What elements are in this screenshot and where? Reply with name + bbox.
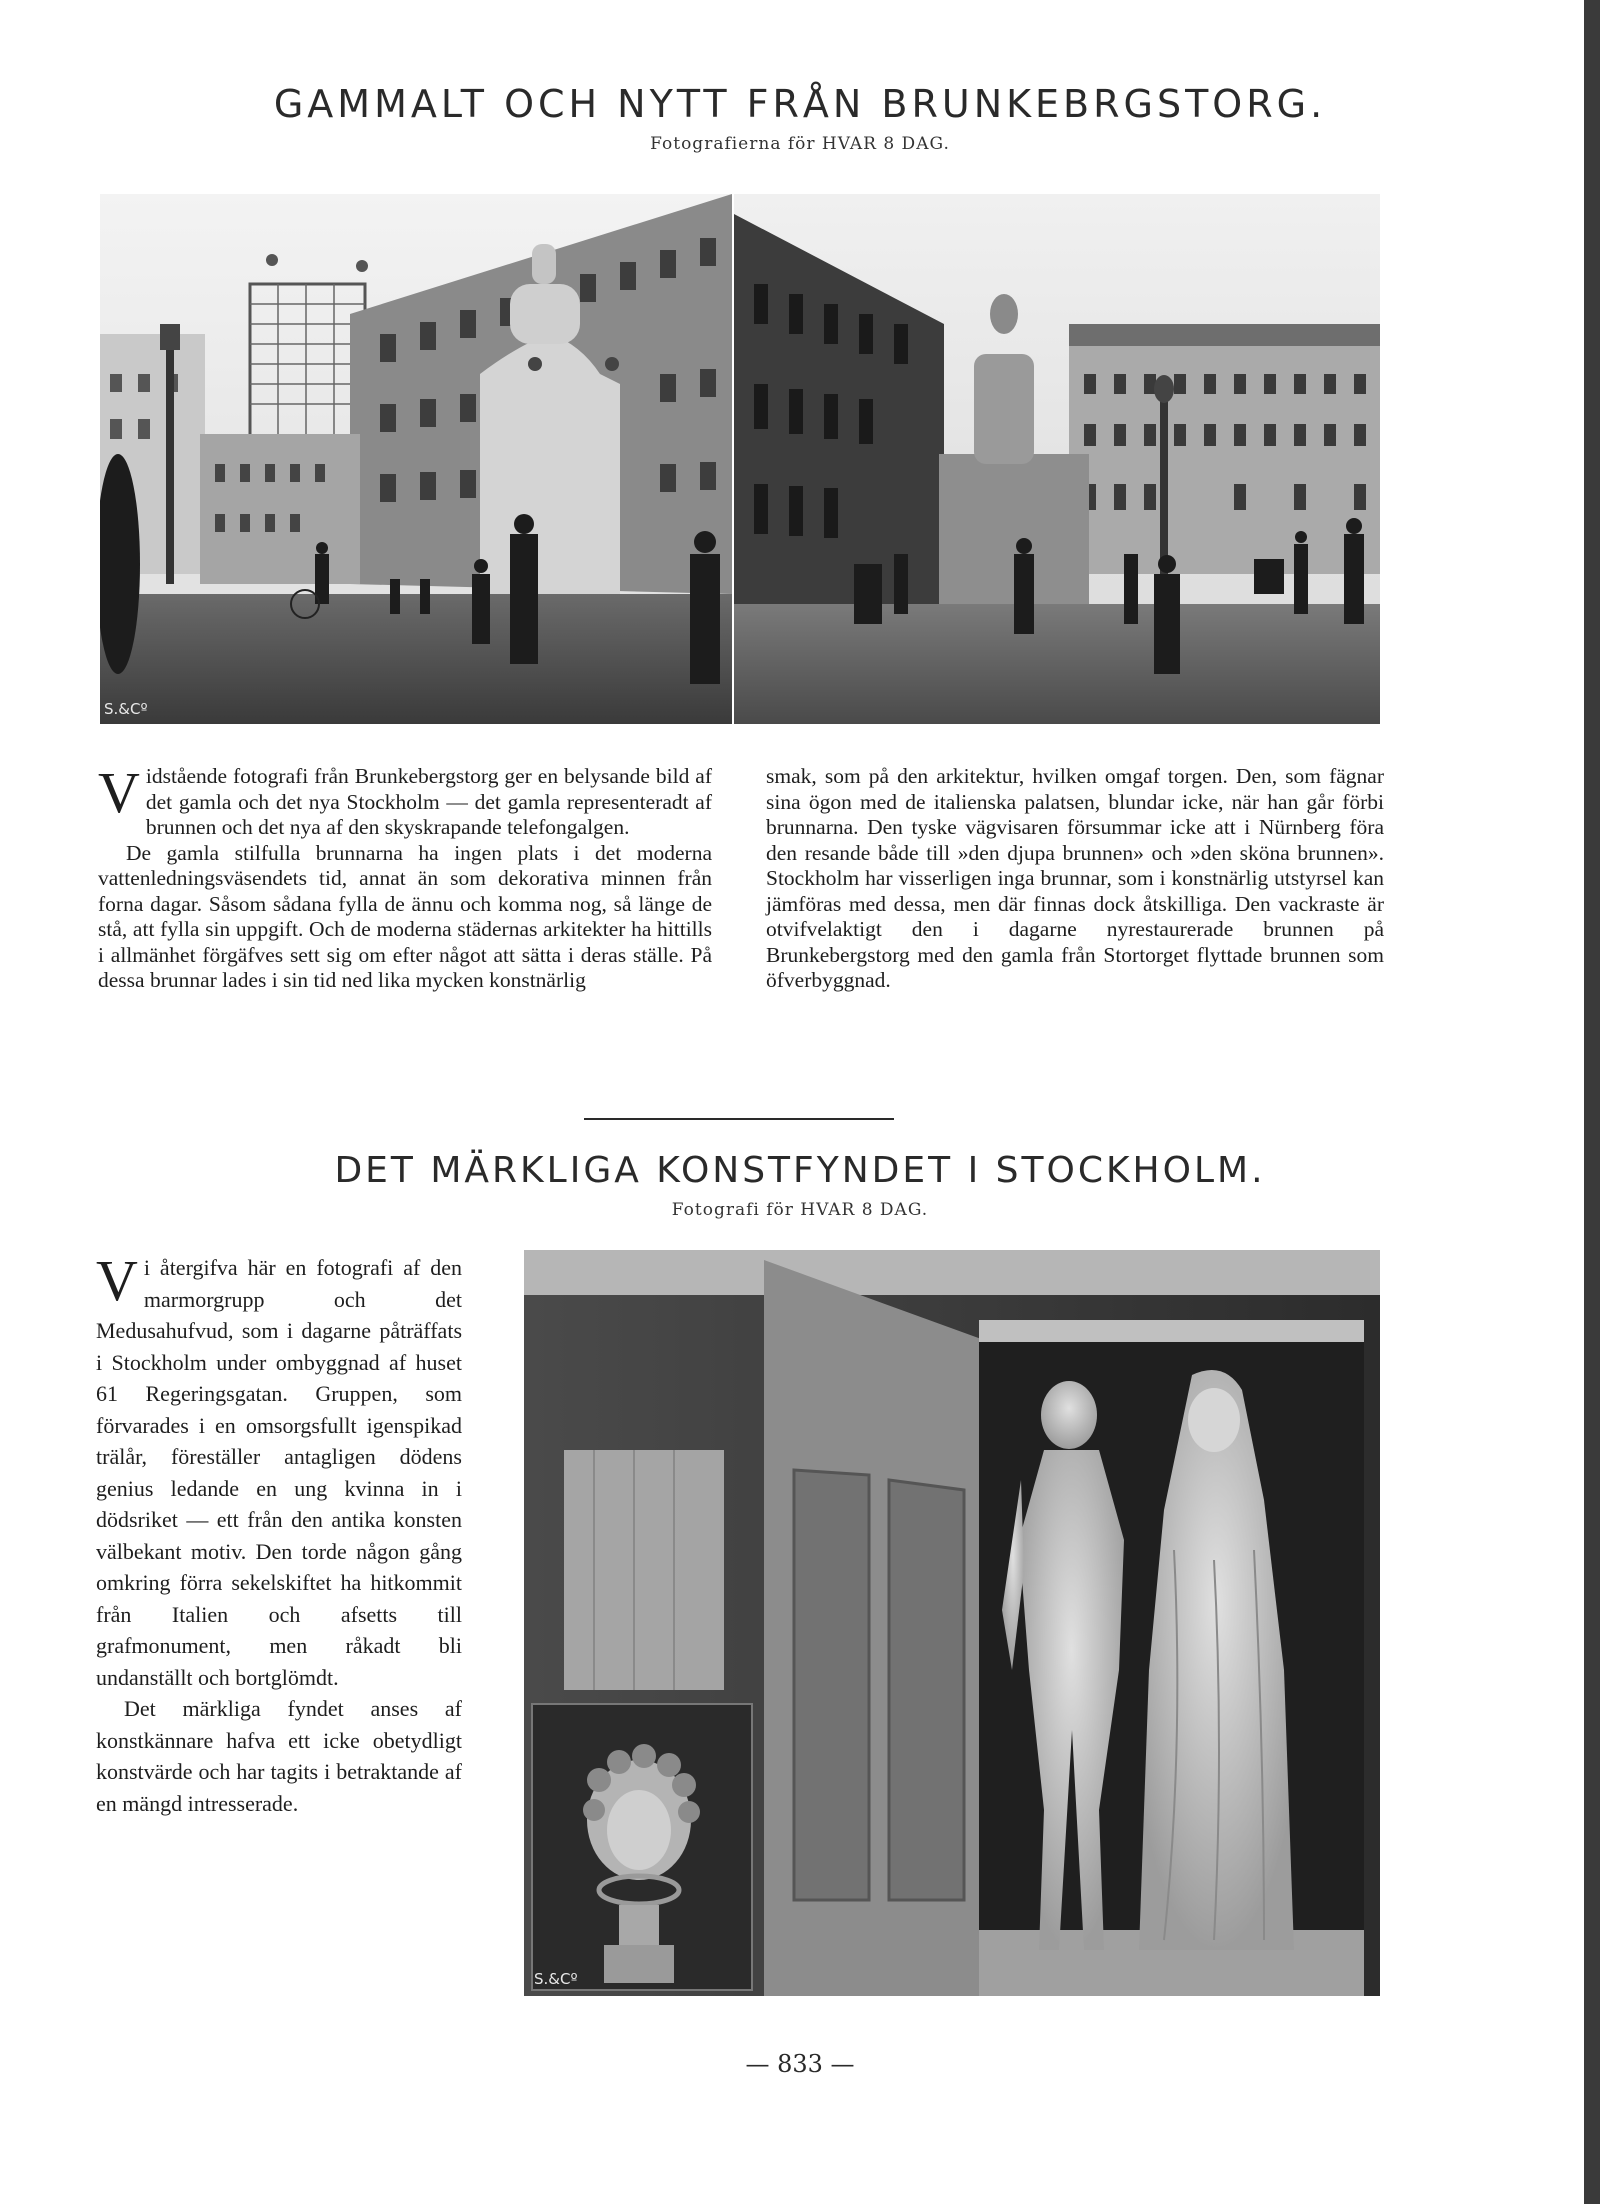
article2-column — [96, 1248, 462, 1819]
photo-brunkebergstorg-right — [734, 194, 1380, 724]
article1-paragraph-2: De gamla stilfulla brunnarna ha ingen plats i det moderna vattenledningsväsendets tid, annat än som dekorativa minnen från forna dagar. Såsom sådana fylla de ännu och komma nog, så länge de stå, att fylla sin uppgift. Och de moderna städernas arkitekter ha hittills i allmänhet förgäfves sett sig om efter något att sätta i deras ställe. På dessa brunnar lades i sin tid ned lika mycken konstnärlig — [98, 840, 712, 992]
article2-title: DET MÄRKLIGA KONSTFYNDET I STOCKHOLM. — [334, 1150, 1266, 1191]
article1-right-column — [766, 764, 1384, 994]
article1-left-column — [98, 760, 712, 994]
article2-paragraph-1-text: i återgifva här en fotografi af den marmorgrupp och det Medusahufvud, som i dagarne påträffats i Stockholm under ombyggnad af huset 61 Regeringsgatan. Gruppen, som förvarades i en omsorgsfullt igenspikad trälår, föreställer antagligen dödens genius ledande en ung kvinna in i dödsriket — ett från den antika konsten välbekant motiv. Den torde någon gång omkring förra sekelskiftet ha hitkommit från Italien och afsetts till grafmonument, men råkadt bli undanställt och bortglömdt. — [96, 1255, 462, 1690]
article1-paragraph-3: smak, som på den arkitektur, hvilken omgaf torgen. Den, som fägnar sina ögon med de italienska palatsen, blundar icke, när han går förbi brunnarna. Den tyske vägvisaren försummar icke att i Nürnberg föra den resande både till »den djupa brunnen» och »den sköna brunnen». Stockholm har visserligen inga brunnar, som i konstnärlig utstyrsel kan jämföras med dessa, men där finnas dock åtskilliga. Den vackraste är otvifvelaktigt den i dagarne nyrestaurerade brunnen på Brunkebergstorg med den gamla från Stortorget flyttade brunnen som öfverbyggnad. — [766, 764, 1384, 992]
article1-subtitle: Fotografierna för HVAR 8 DAG. — [650, 134, 950, 154]
photo1-credit: S.&Cº — [104, 700, 148, 718]
article1-title: GAMMALT OCH NYTT FRÅN BRUNKEBRGSTORG. — [273, 82, 1327, 126]
photo-brunkebergstorg-left — [100, 194, 732, 724]
photo-marble-group — [524, 1250, 1380, 1996]
article2-subtitle: Fotografi för HVAR 8 DAG. — [671, 1200, 929, 1220]
article2-paragraph-2: Det märkliga fyndet anses af konstkännare hafva ett icke obetydligt konstvärde och har tagits i betraktande af en mängd intresserade. — [96, 1696, 462, 1816]
article1-paragraph-1 — [98, 760, 712, 841]
page-number: — 833 — — [745, 2050, 855, 2078]
page-edge — [1584, 0, 1600, 2204]
article2-paragraph-1 — [96, 1248, 462, 1693]
section-divider — [584, 1118, 894, 1120]
dropcap-v-2: V — [96, 1248, 138, 1313]
dropcap-v: V — [98, 760, 140, 825]
photo3-credit: S.&Cº — [534, 1970, 578, 1988]
article1-paragraph-1-text: idstående fotografi från Brunkebergstorg ger en belysande bild af det gamla och det nya Stockholm — det gamla representeradt af brunnen och det nya af den skyskrapande telefongalgen. — [145, 764, 712, 839]
